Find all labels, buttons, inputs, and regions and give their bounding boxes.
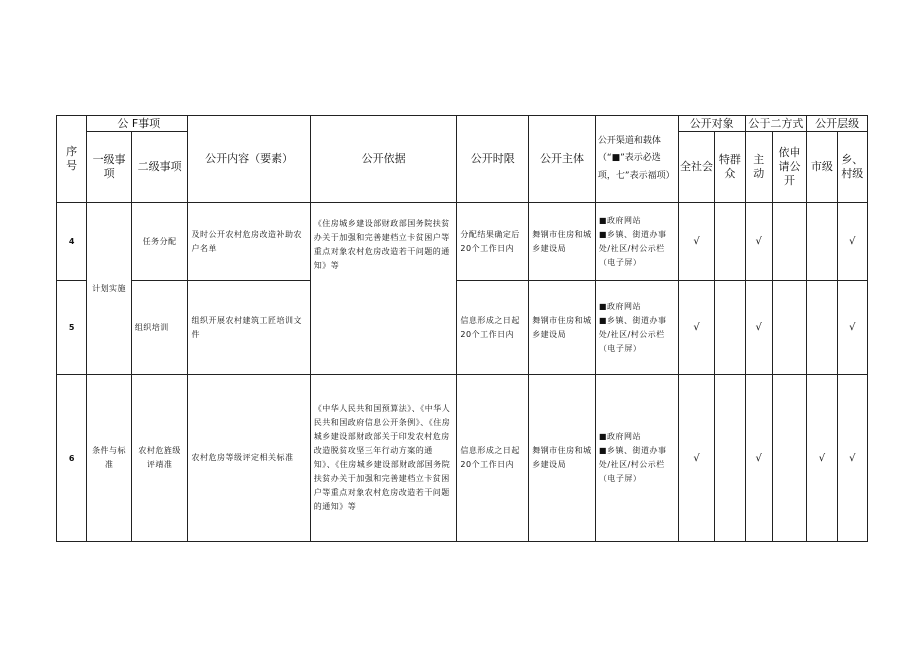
row-content: 组织开展农村建筑工匠培训文件 [188,281,310,375]
row-level1: 计划实施 [87,203,131,375]
header-township-level: 乡、村级 [837,132,867,203]
row-number: 5 [57,281,87,375]
table-row [57,281,868,375]
row-subject: 舞钢市住房和城乡建设局 [529,203,596,281]
row-time-limit: 分配结果确定后20个工作日内 [457,203,529,281]
header-basis: 公开依据 [310,116,457,203]
check-township-level: √ [837,203,867,281]
row-time-limit: 信息形成之日起20个工作日内 [457,375,529,542]
row-content: 及时公开农村危房改造补助农户名单 [188,203,310,281]
check-city-level [807,281,837,375]
check-on-request [772,281,806,375]
check-on-request [772,203,806,281]
header-time-limit: 公开时限 [457,116,529,203]
check-on-request [772,375,806,542]
check-whole-society: √ [678,375,714,542]
header-target-group: 公开对象 [678,116,745,132]
check-whole-society: √ [678,281,714,375]
row-content: 农村危房等级评定相关标准 [188,375,310,542]
check-special-group [715,281,745,375]
header-on-request: 依申请公开 [772,132,806,203]
header-level1: 一级事项 [87,132,131,203]
row-level1: 条件与标准 [87,375,131,542]
row-channel: ■政府网站 ■乡镇、街道办事处/社区/村公示栏（电子屏） [595,375,678,542]
header-channel: 公开渠道和载体（“■”表示必选项，七”表示福项） [595,116,678,203]
disclosure-table [56,115,868,542]
header-city-level: 市级 [807,132,837,203]
check-whole-society: √ [678,203,714,281]
row-level2: 组织培训 [131,281,188,375]
table-row [57,375,868,542]
row-basis: 《中华人民共和国预算法》、《中华人民共和国政府信息公开条例》、《住房城乡建设部财政部关于印发农村危房改造脱贫攻坚三年行动方案的通知》、《住房城乡建设部财政部国务院扶贫办关于加强和完善建档立卡贫困户等重点对象农村危房改造若干问题的通知》等 [310,375,457,542]
row-number: 6 [57,375,87,542]
check-special-group [715,203,745,281]
row-basis: 《住房城乡建设部财政部国务院扶贫办关于加强和完善建档立卡贫困户等重点对象农村危房改造若干问题的通知》等 [310,203,457,375]
header-content: 公开内容（要素） [188,116,310,203]
row-channel: ■政府网站 ■乡镇、街道办事处/社区/村公示栏（电子屏） [595,281,678,375]
row-number: 4 [57,203,87,281]
row-time-limit: 信息形成之日起20个工作日内 [457,281,529,375]
check-township-level: √ [837,375,867,542]
header-level-group: 公开层级 [807,116,868,132]
header-level2: 二级事项 [131,132,188,203]
check-active: √ [745,281,772,375]
header-whole-society: 全社会 [678,132,714,203]
header-matters-group: 公 F事项 [87,116,188,132]
check-active: √ [745,375,772,542]
check-city-level [807,203,837,281]
check-city-level: √ [807,375,837,542]
row-level2: 任务分配 [131,203,188,281]
header-method-group: 公于二方式 [745,116,807,132]
row-subject: 舞钢市住房和城乡建设局 [529,281,596,375]
header-seq: 序号 [57,116,87,203]
header-special-group: 特群众 [715,132,745,203]
check-township-level: √ [837,281,867,375]
row-level2: 农村危旌级评靖准 [131,375,188,542]
header-active: 主动 [745,132,772,203]
row-subject: 舞钢市住房和城乡建设局 [529,375,596,542]
check-active: √ [745,203,772,281]
check-special-group [715,375,745,542]
header-subject: 公开主体 [529,116,596,203]
table-row [57,203,868,281]
row-channel: ■政府网站 ■乡镇、街道办事处/社区/村公示栏（电子屏） [595,203,678,281]
